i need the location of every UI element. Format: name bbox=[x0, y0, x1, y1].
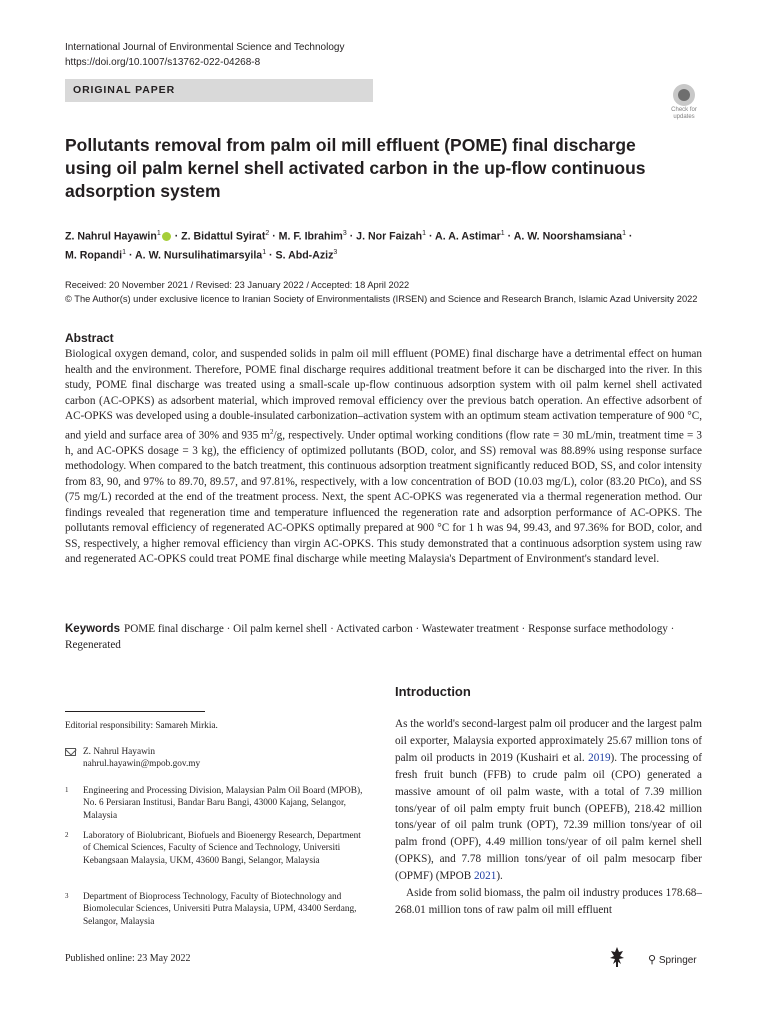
springer-horse-logo-icon bbox=[609, 946, 625, 968]
corresponding-name: Z. Nahrul Hayawin bbox=[83, 747, 156, 757]
author-affiliation: 1 bbox=[622, 230, 626, 237]
abstract-text-part: Biological oxygen demand, color, and suspended solids in palm oil mill effluent (POME) final discharge have a detrimental effect on human health and the environment. Therefore, POME final discharge requires additional treatment before it can be discharged into the river. In this study, POME final discharge was treated using a small-scale up-flow continuous adsorption system with oil palm kernel shell activated carbon (AC-OPKS) as adsorbent material, which improved removal efficiency over the previous batch operation. An effective adsorbent of AC-OPKS was developed using a double-insulated carbonization–activation system with an optimum steam activation temperature of 900 °C, and yield and surface area of 30% and 935 m bbox=[65, 348, 702, 442]
author-name[interactable]: A. W. Noorshamsiana bbox=[513, 230, 623, 243]
abstract-heading: Abstract bbox=[65, 331, 114, 345]
author-name[interactable]: A. W. Nursulihatimarsyila bbox=[135, 249, 263, 262]
affiliation-text: Department of Bioprocess Technology, Faculty of Biotechnology and Biomolecular Sciences, Universiti Putra Malaysia, UPM, 43400 Serdang, Selangor, Malaysia bbox=[83, 892, 357, 927]
received-dates: Received: 20 November 2021 / Revised: 23 January 2022 / Accepted: 18 April 2022 bbox=[65, 280, 410, 290]
article-type-badge: ORIGINAL PAPER bbox=[65, 79, 373, 102]
citation-link[interactable]: 2021 bbox=[473, 870, 497, 883]
abstract-superscript: 2 bbox=[270, 427, 274, 436]
corresponding-author bbox=[65, 746, 365, 771]
doi-link[interactable]: https://doi.org/10.1007/s13762-022-04268-8 bbox=[65, 57, 261, 68]
corresponding-email[interactable]: nahrul.hayawin@mpob.gov.my bbox=[83, 759, 201, 770]
affiliation-item bbox=[65, 891, 365, 928]
check-for-updates-button[interactable] bbox=[664, 84, 704, 126]
intro-text-part: ). The processing of fresh fruit bunch (FFB) to crude palm oil (CPO) generated a massive amount of oil palm waste, with a total of 7.39 million tons/year of oil palm empty fruit bunch (OPEFB), 218.42 million tons/year of oil palm trunk (OPT), 72.39 million tons/year of oil palm frond (OPF), 4.49 million tons/year of oil palm kernel shell (OPKS), and 7.78 million tons/year of oil palm mesocarp fiber (OPMF) (MPOB bbox=[395, 751, 702, 883]
author-list: Z. Nahrul Hayawin$^1$ · Z. Bidattul Syirat$^2$ · M. F. Ibrahim$^3$ · J. Nor Faizah$^1$ · A. A. Astimar$^1$ · A. W. Noorshamsiana$^1$ · M. Ropandi$^1$ · A. W. Nursulihatimarsyila$^1$ · S. Abd-Aziz$^3$ bbox=[65, 230, 633, 262]
affiliation-text: Laboratory of Biolubricant, Biofuels and Bioenergy Research, Department of Chemical Sciences, Faculty of Science and Technology, Universiti Kebangsaan Malaysia, UKM, 43600 Bangi, Selangor, Malaysia bbox=[83, 831, 361, 866]
check-updates-label: Check for updates bbox=[671, 107, 697, 120]
author-name[interactable]: M. F. Ibrahim bbox=[278, 230, 343, 243]
affiliation-item bbox=[65, 830, 365, 867]
check-updates-icon bbox=[673, 84, 695, 106]
intro-text-part: ). bbox=[496, 870, 503, 883]
keywords-list: POME final discharge · Oil palm kernel shell · Activated carbon · Wastewater treatment · Response surface methodology · Regenerated bbox=[65, 623, 675, 651]
introduction-text bbox=[395, 716, 702, 919]
author-affiliation: 3 bbox=[333, 248, 338, 256]
author-affiliation: 1 bbox=[262, 248, 267, 256]
affiliation-number: 3 bbox=[65, 892, 69, 900]
keywords bbox=[65, 621, 702, 653]
journal-name: International Journal of Environmental Science and Technology bbox=[65, 42, 345, 53]
footnote-divider bbox=[65, 711, 205, 712]
author-affiliation: 1 bbox=[422, 230, 427, 237]
editorial-responsibility: Editorial responsibility: Samareh Mirkia. bbox=[65, 721, 218, 731]
author-affiliation: 2 bbox=[265, 230, 270, 237]
author-name[interactable]: Z. Nahrul Hayawin bbox=[65, 230, 157, 243]
introduction-paragraph: Aside from solid biomass, the palm oil industry produces 178.68–268.01 million tons of raw palm oil mill effluent bbox=[395, 887, 702, 916]
affiliation-item bbox=[65, 785, 365, 822]
journal-header bbox=[65, 40, 344, 70]
author-affiliation: 3 bbox=[342, 230, 347, 237]
affiliation-text: Engineering and Processing Division, Malaysian Palm Oil Board (MPOB), No. 6 Persiaran Institusi, Bandar Baru Bangi, 43000 Kajang, Selangor, Malaysia bbox=[83, 786, 363, 821]
author-affiliation: 1 bbox=[156, 230, 161, 237]
author-name[interactable]: A. A. Astimar bbox=[435, 230, 501, 243]
author-affiliation: 1 bbox=[500, 230, 505, 237]
author-affiliation: 1 bbox=[122, 248, 126, 256]
abstract-text-part: /g, respectively. Under optimal working conditions (flow rate = 30 mL/min, treatment time = 3 h, and AC-OPKS dosage = 3 kg), the efficiency of optimized pollutants (BOD, color, and SS) removal was 88.89% using response surface methodology. When compared to the batch treatment, this continuous adsorption treatment significantly reduced BOD, SS, and color intensity from 83, 90, and 97% to 89.70, 89.57, and 97.81%, respectively, with a low concentration of BOD (10.03 mg/L), color (83.20 PtCo), and SS (75 mg/L) recorded at the end of the treatment process. Next, the spent AC-OPKS was regenerated via a thermal regeneration method. Our findings revealed that regeneration time and temperature influenced the regeneration rate and adsorption performance of AC-OPKS. The pollutants removal efficiency of regenerated AC-OPKS optimally prepared at 900 °C for 1 h was 94, 99.43, and 97.36% for BOD, color, and SS, respectively, a higher removal efficiency than virgin AC-OPKS. This study demonstrated that a continuous adsorption system using raw and regenerated AC-OPKS could treat POME final discharge while meeting Malaysia's Department of Environment's standard level. bbox=[65, 429, 702, 566]
article-history bbox=[65, 278, 705, 306]
intro-text-part: As the world's second-largest palm oil producer and the largest palm oil exporter, Malaysia exported approximately 25.67 million tons of palm oil products in 2019 (Kushairi et al. bbox=[395, 718, 702, 764]
author-name[interactable]: J. Nor Faizah bbox=[356, 230, 423, 243]
springer-icon: ⚲ bbox=[648, 954, 657, 966]
affiliation-number: 2 bbox=[65, 831, 69, 839]
orcid-icon[interactable] bbox=[162, 232, 171, 241]
author-name[interactable]: S. Abd-Aziz bbox=[275, 249, 334, 262]
introduction-paragraph bbox=[395, 716, 702, 885]
abstract-text bbox=[65, 347, 702, 568]
publisher-logo bbox=[648, 953, 697, 966]
publisher-name: Springer bbox=[658, 955, 697, 966]
copyright-notice: © The Author(s) under exclusive licence to Iranian Society of Environmentalists (IRSEN) and Science and Research Branch, Islamic Azad University 2022 bbox=[65, 294, 698, 304]
citation-link[interactable]: 2019 bbox=[588, 751, 611, 764]
envelope-icon bbox=[65, 748, 76, 756]
introduction-heading: Introduction bbox=[395, 684, 471, 699]
paper-title: Pollutants removal from palm oil mill effluent (POME) final discharge using oil palm kernel shell activated carbon in the up-flow continuous adsorption system bbox=[65, 135, 646, 201]
published-date: Published online: 23 May 2022 bbox=[65, 953, 191, 964]
affiliation-number: 1 bbox=[65, 786, 69, 794]
author-name[interactable]: M. Ropandi bbox=[65, 249, 123, 262]
author-name[interactable]: Z. Bidattul Syirat bbox=[181, 230, 266, 243]
keywords-label: Keywords bbox=[65, 623, 120, 635]
